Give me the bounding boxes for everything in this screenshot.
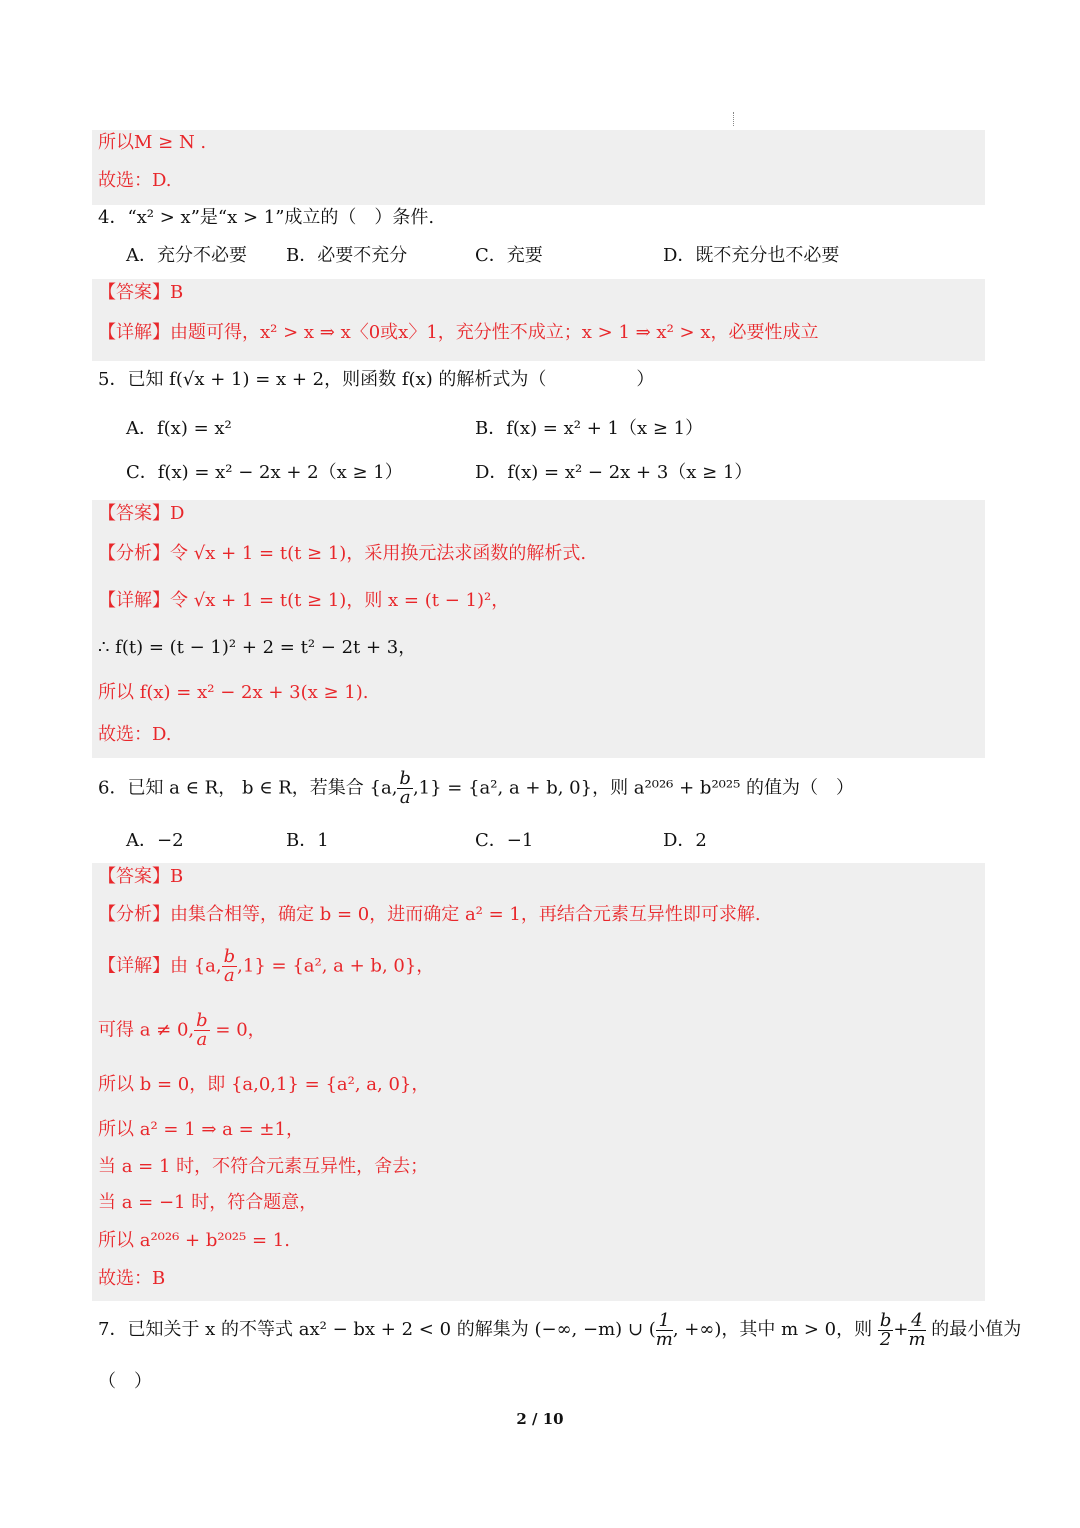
- q7-frac1-numerator: 1: [656, 1312, 673, 1331]
- q7-stem-part-c: 的最小值为: [931, 1319, 1022, 1340]
- q6-step-4: 所以 a² = 1 ⇒ a = ±1，: [98, 1119, 304, 1140]
- q6-step-2: [98, 1012, 266, 1049]
- q6-analysis: 【分析】由集合相等，确定 b = 0，进而确定 a² = 1，再结合元素互异性即可求解.: [98, 904, 761, 925]
- q5-option-a: A．f(x) = x²: [126, 418, 232, 439]
- q7-plus-sign: +: [893, 1319, 909, 1340]
- q7-frac2-numerator: b: [879, 1309, 892, 1331]
- answer-block-q4: [92, 279, 985, 361]
- q7-answer-paren: （ ）: [98, 1371, 152, 1392]
- q4-option-a: A．充分不必要: [126, 245, 247, 266]
- q7-fraction-1: [655, 1309, 673, 1350]
- q6-step-2-part-a: 可得 a ≠ 0,: [98, 1019, 195, 1041]
- q5-choice: 故选：D.: [98, 724, 172, 745]
- q6-stem: [98, 770, 854, 807]
- q7-fraction-3: [908, 1309, 926, 1350]
- q4-option-d: D．既不充分也不必要: [663, 245, 840, 266]
- q5-stem: 5．已知 f(√x + 1) = x + 2，则函数 f(x) 的解析式为（ ）: [98, 369, 655, 390]
- q6-conclusion: 所以 a²⁰²⁶ + b²⁰²⁵ = 1.: [98, 1230, 290, 1251]
- q6-step-2-frac-denominator: a: [196, 1029, 208, 1050]
- q5-option-c: C．f(x) = x² − 2x + 2（x ≥ 1）: [126, 462, 403, 483]
- q6-step-3: 所以 b = 0，即 {a,0,1} = {a², a, 0}，: [98, 1074, 430, 1095]
- q6-stem-part-a: 6．已知 a ∈ R， b ∈ R，若集合 {a,: [98, 777, 398, 799]
- q6-choice: 故选：B: [98, 1268, 166, 1289]
- q6-option-c: C．−1: [475, 830, 534, 851]
- q6-detail-part-a: 【详解】由 {a,: [98, 955, 222, 977]
- prev-conclusion: 所以M ≥ N .: [98, 132, 207, 153]
- q6-step-2-frac-numerator: b: [196, 1010, 208, 1031]
- q6-option-a: A．−2: [126, 830, 184, 851]
- q6-option-b: B．1: [286, 830, 329, 851]
- q6-detail-fraction: [222, 948, 238, 985]
- q6-option-d: D．2: [663, 830, 707, 851]
- q4-stem: 4．“x² > x”是“x > 1”成立的（ ）条件.: [98, 207, 435, 228]
- prev-choice: 故选：D.: [98, 170, 172, 191]
- q6-detail-frac-denominator: a: [224, 965, 235, 986]
- page-number: 2 / 10: [516, 1410, 564, 1428]
- q7-stem: [98, 1310, 1021, 1350]
- q4-option-c: C．充要: [475, 245, 543, 266]
- q7-fraction-2: [878, 1309, 894, 1350]
- q6-step-5: 当 a = 1 时，不符合元素互异性，舍去；: [98, 1156, 429, 1177]
- answer-block-q5: [92, 500, 985, 758]
- q5-derivation: ∴ f(t) = (t − 1)² + 2 = t² − 2t + 3，: [98, 637, 417, 658]
- q6-step-2-fraction: [194, 1012, 210, 1049]
- q6-frac-numerator: b: [399, 768, 411, 789]
- q5-detail: 【详解】令 √x + 1 = t(t ≥ 1)，则 x = (t − 1)²，: [98, 590, 510, 611]
- q5-analysis: 【分析】令 √x + 1 = t(t ≥ 1)，采用换元法求函数的解析式.: [98, 543, 587, 564]
- q6-detail: [98, 948, 434, 985]
- header-mark: [733, 112, 736, 126]
- q6-step-6: 当 a = −1 时，符合题意，: [98, 1192, 318, 1213]
- q6-detail-frac-numerator: b: [223, 946, 236, 967]
- q5-answer: 【答案】D: [98, 503, 185, 524]
- q6-stem-part-b: ,1} = {a², a + b, 0}，则 a²⁰²⁶ + b²⁰²⁵ 的值为（ ）: [412, 777, 855, 799]
- q7-frac1-denominator: m: [655, 1328, 673, 1350]
- q7-frac2-denominator: 2: [879, 1328, 892, 1350]
- q4-option-b: B．必要不充分: [286, 245, 408, 266]
- q6-answer: 【答案】B: [98, 866, 184, 887]
- q7-frac3-denominator: m: [908, 1328, 926, 1350]
- q5-option-d: D．f(x) = x² − 2x + 3（x ≥ 1）: [475, 462, 753, 483]
- q4-detail: 【详解】由题可得，x² > x ⇒ x〈0或x〉1，充分性不成立；x > 1 ⇒ x² > x，必要性成立: [98, 322, 819, 343]
- q6-detail-part-b: ,1} = {a², a + b, 0}，: [237, 955, 435, 977]
- q4-answer: 【答案】B: [98, 282, 184, 303]
- answer-block-prev: [92, 130, 985, 205]
- q7-stem-part-b: , +∞)，其中 m > 0，则: [672, 1319, 873, 1340]
- q5-option-b: B．f(x) = x² + 1（x ≥ 1）: [475, 418, 704, 439]
- q5-conclusion: 所以 f(x) = x² − 2x + 3(x ≥ 1).: [98, 682, 369, 703]
- q7-stem-part-a: 7．已知关于 x 的不等式 ax² − bx + 2 < 0 的解集为 (−∞, −m) ∪ (: [98, 1319, 656, 1340]
- q6-frac-denominator: a: [399, 787, 411, 808]
- q6-stem-fraction: [397, 770, 413, 807]
- q6-step-2-part-b: = 0，: [209, 1019, 266, 1041]
- q7-frac3-numerator: 4: [908, 1312, 925, 1331]
